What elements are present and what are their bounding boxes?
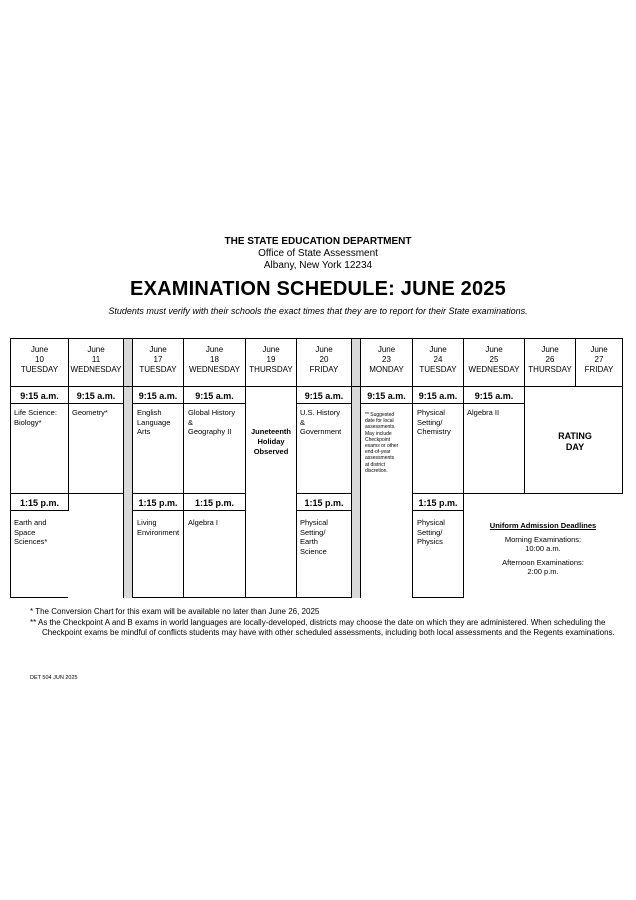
- date-header: June 27 FRIDAY: [584, 345, 614, 374]
- footnote-checkpoint-exams: ** As the Checkpoint A and B exams in world languages are locally-developed, districts may choose the date on which they are administered. When scheduling the Checkpoint exams be mindful of conflicts students may have with other scheduled assessments, including both local assessments and the Regents examinations.: [30, 618, 615, 637]
- morning-time: 9:15 a.m.: [367, 391, 406, 401]
- exam-cell: English Language Arts: [137, 408, 171, 436]
- grid-line: [10, 338, 623, 339]
- morning-time: 9:15 a.m.: [474, 391, 514, 401]
- grid-line: [622, 338, 623, 494]
- grid-line: [10, 386, 623, 387]
- grid-line: [10, 510, 68, 511]
- grid-line: [10, 597, 68, 598]
- grid-line: [296, 338, 297, 598]
- exam-cell: Physical Setting/ Chemistry: [417, 408, 451, 436]
- morning-time: 9:15 a.m.: [418, 391, 458, 401]
- date-header: June 18 WEDNESDAY: [189, 345, 240, 374]
- date-header: June 10 TUESDAY: [20, 345, 59, 374]
- grid-line: [133, 403, 245, 404]
- week-separator: [351, 338, 361, 598]
- afternoon-time: 1:15 p.m.: [194, 498, 234, 508]
- grid-line: [412, 493, 623, 494]
- exam-cell: Algebra II: [467, 408, 500, 417]
- grid-line: [412, 510, 463, 511]
- exam-cell: Physical Setting/ Physics: [417, 518, 445, 546]
- office-address: Albany, New York 12234: [263, 260, 373, 271]
- grid-line: [296, 493, 351, 494]
- date-header: June 26 THURSDAY: [528, 345, 572, 374]
- grid-line: [10, 493, 123, 494]
- week-separator: [123, 338, 133, 598]
- afternoon-deadline-label: Afternoon Examinations:: [502, 558, 584, 567]
- exam-cell: Living Environment: [137, 518, 180, 537]
- grid-line: [183, 338, 184, 598]
- footnote-conversion-chart: * The Conversion Chart for this exam will be available no later than June 26, 2025: [30, 607, 320, 616]
- department-name: THE STATE EDUCATION DEPARTMENT: [224, 236, 412, 247]
- afternoon-time: 1:15 p.m.: [304, 498, 344, 508]
- exam-cell: U.S. History & Government: [300, 408, 342, 436]
- exam-cell: Global History & Geography II: [188, 408, 236, 436]
- grid-line: [133, 510, 245, 511]
- morning-deadline-time: 10:00 a.m.: [525, 544, 561, 553]
- grid-line: [245, 338, 246, 598]
- holiday-label: Juneteenth Holiday Observed: [250, 427, 291, 456]
- date-header: June 17 TUESDAY: [139, 345, 177, 374]
- date-header: June 19 THURSDAY: [249, 345, 293, 374]
- date-header: June 23 MONDAY: [369, 345, 404, 374]
- afternoon-time: 1:15 p.m.: [418, 498, 458, 508]
- exam-cell: Algebra I: [188, 518, 219, 527]
- morning-time: 9:15 a.m.: [20, 391, 59, 401]
- exam-cell: Life Science: Biology*: [14, 408, 57, 427]
- grid-line: [296, 403, 351, 404]
- document-code: DET 504 JUN 2025: [30, 675, 78, 681]
- morning-time: 9:15 a.m.: [195, 391, 234, 401]
- date-header: June 20 FRIDAY: [309, 345, 339, 374]
- exam-cell: Earth and Space Sciences*: [14, 518, 48, 546]
- rating-day-label: RATING DAY: [558, 431, 592, 452]
- date-header: June 25 WEDNESDAY: [468, 345, 520, 374]
- morning-time: 9:15 a.m.: [138, 391, 178, 401]
- page-title: EXAMINATION SCHEDULE: JUNE 2025: [130, 278, 506, 300]
- grid-line: [296, 597, 351, 598]
- date-header: June 24 TUESDAY: [419, 345, 457, 374]
- date-header: June 11 WEDNESDAY: [70, 345, 122, 374]
- grid-line: [361, 403, 524, 404]
- page-subtitle: Students must verify with their schools the exact times that they are to report for their State examinations.: [108, 306, 528, 316]
- office-name: Office of State Assessment: [258, 248, 378, 259]
- grid-line: [412, 597, 463, 598]
- grid-line: [10, 338, 11, 598]
- morning-deadline-label: Morning Examinations:: [504, 535, 582, 544]
- morning-time: 9:15 a.m.: [304, 391, 344, 401]
- afternoon-time: 1:15 p.m.: [19, 498, 59, 508]
- grid-line: [10, 403, 123, 404]
- exam-cell: Physical Setting/ Earth Science: [300, 518, 328, 556]
- local-assessment-note: ** Suggested date for local assessments. May include Checkpoint exams or other end-of-year assessments at district discretion.: [365, 412, 399, 474]
- afternoon-time: 1:15 p.m.: [138, 498, 178, 508]
- grid-line: [412, 338, 413, 598]
- admission-deadlines-title: Uniform Admission Deadlines: [489, 521, 597, 530]
- grid-line: [133, 597, 296, 598]
- grid-line: [133, 493, 245, 494]
- grid-line: [463, 338, 464, 598]
- exam-cell: Geometry*: [72, 408, 108, 417]
- morning-time: 9:15 a.m.: [76, 391, 116, 401]
- grid-line: [296, 510, 351, 511]
- afternoon-deadline-time: 2:00 p.m.: [527, 567, 559, 576]
